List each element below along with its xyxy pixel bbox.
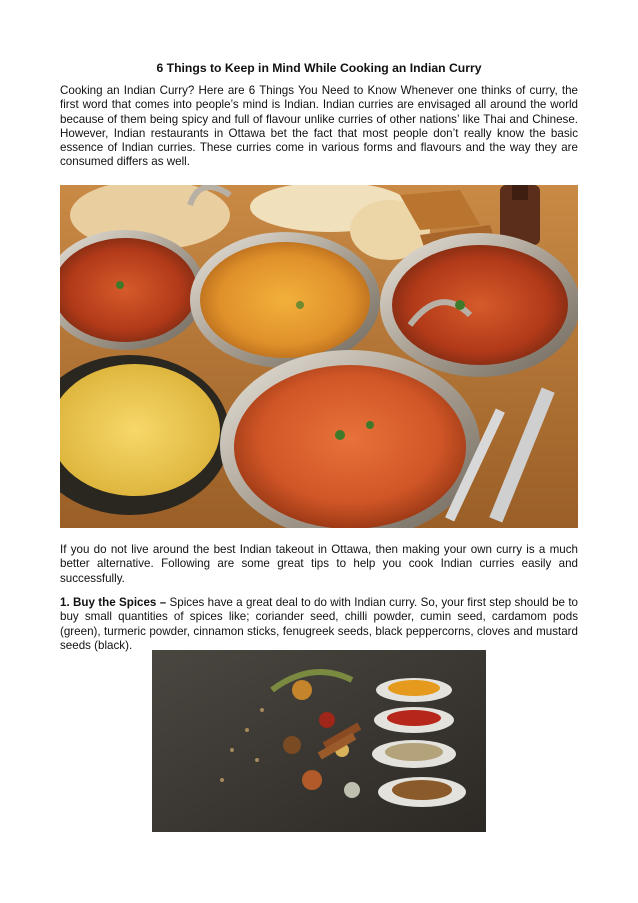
tip-1-paragraph: [60, 596, 578, 653]
curry-photo: [60, 185, 578, 528]
intro-paragraph: Cooking an Indian Curry? Here are 6 Things You Need to Know Whenever one thinks of curry, the first word that comes into people’s mind is Indian. Indian curries are envisaged all around the world because of them being spicy and full of flavour unlike curries of other nations’ like Thai and Chinese. However, Indian restaurants in Ottawa bet the fact that most people don’t really know the basic essence of Indian curries. These curries come in various forms and flavours and the way they are consumed differs as well.: [60, 84, 578, 169]
tip-1-body: Spices have a great deal to do with Indian curry. So, your first step should be to buy small quantities of spices like; coriander seed, chilli powder, cumin seed, cardamom pods (green), turmeric powder, cinnamon sticks, fenugreek seeds, black peppercorns, cloves and mustard seeds (black).: [60, 596, 578, 652]
article-title: 6 Things to Keep in Mind While Cooking an Indian Curry: [156, 61, 482, 75]
tip-1-heading: 1. Buy the Spices –: [60, 596, 167, 609]
paragraph-2: If you do not live around the best Indian takeout in Ottawa, then making your own curry is a much better alternative. Following are some great tips to help you cook Indian curries easily and successfully.: [60, 543, 578, 585]
spices-photo: [152, 650, 486, 832]
